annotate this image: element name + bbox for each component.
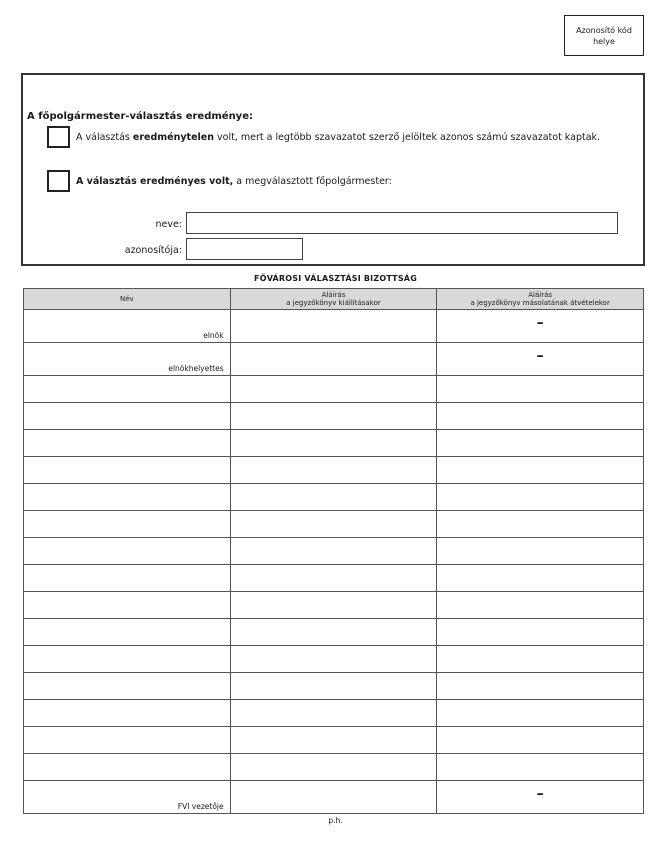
signature-issue-cell[interactable] [230,754,437,781]
signature-receipt-cell[interactable] [437,727,644,754]
signature-issue-cell[interactable] [230,619,437,646]
member-name-cell[interactable] [24,484,231,511]
signature-issue-cell[interactable] [230,592,437,619]
signature-issue-cell[interactable] [230,673,437,700]
member-role: elnökhelyettes [168,364,224,373]
table-row [24,403,644,430]
mayor-id-field[interactable] [186,238,303,260]
member-name-cell[interactable] [24,619,231,646]
signature-issue-cell[interactable] [230,727,437,754]
table-row [24,646,644,673]
signature-issue-cell[interactable] [230,646,437,673]
table-header-row [24,289,644,310]
stamp-label: p.h. [328,816,343,825]
id-code-line2: helye [593,36,615,46]
signature-issue-cell[interactable] [230,538,437,565]
name-label: neve: [155,219,182,230]
table-row [24,754,644,781]
table-row [24,538,644,565]
header-sign-receipt-l1: Aláírás [528,291,553,299]
signature-receipt-cell[interactable] [437,565,644,592]
header-sign-receipt [437,289,644,310]
signature-receipt-cell[interactable] [437,754,644,781]
signature-issue-cell[interactable] [230,403,437,430]
table-row [24,484,644,511]
member-name-cell[interactable] [24,376,231,403]
signature-receipt-cell[interactable] [437,619,644,646]
member-name-cell[interactable] [24,457,231,484]
table-row [24,343,644,376]
signature-receipt-cell[interactable] [437,343,644,376]
member-name-cell[interactable] [24,727,231,754]
member-name-cell[interactable] [24,511,231,538]
unsuccessful-checkbox[interactable] [47,126,70,148]
table-row [24,376,644,403]
member-name-cell[interactable] [24,430,231,457]
signature-issue-cell[interactable] [230,700,437,727]
opt1-prefix: A választás [76,132,133,143]
not-applicable-dash: – [536,786,544,802]
signature-receipt-cell[interactable] [437,310,644,343]
signature-issue-cell[interactable] [230,376,437,403]
member-name-cell[interactable] [24,310,231,343]
not-applicable-dash: – [536,348,544,364]
opt1-suffix: volt, mert a legtöbb szavazatot szerző jelöltek azonos számú szavazatot kaptak. [214,132,601,143]
header-sign-receipt-l2: a jegyzőkönyv másolatának átvételekor [470,299,610,307]
signature-issue-cell[interactable] [230,457,437,484]
signature-issue-cell[interactable] [230,565,437,592]
opt1-bold: eredménytelen [132,132,214,143]
header-sign-issue-l1: Aláírás [321,291,346,299]
table-row [24,565,644,592]
signature-receipt-cell[interactable] [437,646,644,673]
table-row [24,511,644,538]
table-row [24,430,644,457]
table-row [24,619,644,646]
committee-title: FŐVÁROSI VÁLASZTÁSI BIZOTTSÁG [254,274,417,283]
header-sign-issue [230,289,437,310]
signature-receipt-cell[interactable] [437,376,644,403]
member-name-cell[interactable] [24,673,231,700]
signature-table [23,288,644,814]
table-row [24,592,644,619]
opt2-suffix: a megválasztott főpolgármester: [233,176,392,187]
member-name-cell[interactable] [24,538,231,565]
not-applicable-dash: – [536,315,544,331]
result-title: A főpolgármester-választás eredménye: [27,111,253,122]
signature-receipt-cell[interactable] [437,403,644,430]
signature-receipt-cell[interactable] [437,511,644,538]
signature-issue-cell[interactable] [230,430,437,457]
signature-receipt-cell[interactable] [437,538,644,565]
member-name-cell[interactable] [24,343,231,376]
table-row [24,781,644,814]
mayor-name-field[interactable] [186,212,618,234]
opt2-bold: A választás eredményes volt, [76,176,234,187]
signature-issue-cell[interactable] [230,343,437,376]
successful-option-text [76,176,392,187]
successful-checkbox[interactable] [47,170,70,192]
signature-issue-cell[interactable] [230,310,437,343]
signature-issue-cell[interactable] [230,781,437,814]
id-label: azonosítója: [124,245,182,256]
member-name-cell[interactable] [24,754,231,781]
signature-receipt-cell[interactable] [437,673,644,700]
signature-receipt-cell[interactable] [437,457,644,484]
member-role: elnök [203,331,224,340]
member-name-cell[interactable] [24,700,231,727]
member-role: FVI vezetője [177,802,224,811]
unsuccessful-option-text [76,132,600,143]
signature-receipt-cell[interactable] [437,592,644,619]
signature-receipt-cell[interactable] [437,430,644,457]
member-name-cell[interactable] [24,403,231,430]
signature-receipt-cell[interactable] [437,484,644,511]
member-name-cell[interactable] [24,646,231,673]
table-row [24,700,644,727]
signature-receipt-cell[interactable] [437,781,644,814]
table-row [24,310,644,343]
header-name: Név [24,289,231,310]
header-sign-issue-l2: a jegyzőkönyv kiállításakor [286,299,381,307]
member-name-cell[interactable] [24,592,231,619]
table-row [24,457,644,484]
member-name-cell[interactable] [24,781,231,814]
id-code-line1: Azonosító kód [576,25,632,35]
id-code-box [564,15,644,56]
signature-receipt-cell[interactable] [437,700,644,727]
member-name-cell[interactable] [24,565,231,592]
table-row [24,673,644,700]
signature-issue-cell[interactable] [230,484,437,511]
election-result-section [21,73,645,266]
table-row [24,727,644,754]
signature-issue-cell[interactable] [230,511,437,538]
